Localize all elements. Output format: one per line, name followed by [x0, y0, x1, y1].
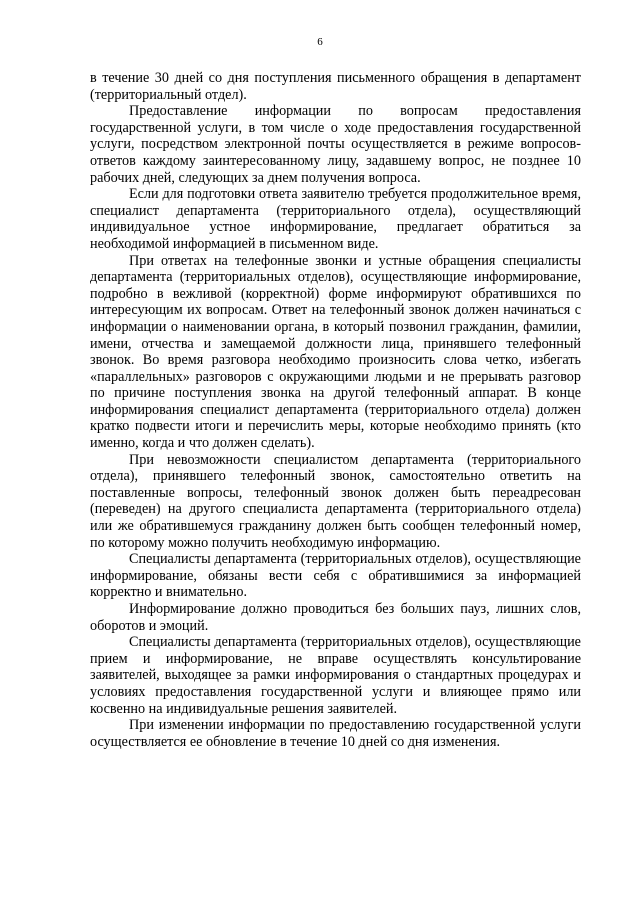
paragraph-call-redirect: При невозможности специалистом департамента (территориального отдела), принявшего телефонный звонок, самостоятельно ответить на поставленные вопросы, телефонный звонок должен быть переадресован (переведен) на другого специалиста департамента (территориального отдела) или же обратившемуся гражданину должен быть сообщен телефонный номер, по которому можно получить необходимую информацию.	[90, 451, 581, 551]
paragraph-no-pauses: Информирование должно проводиться без больших пауз, лишних слов, оборотов и эмоций.	[90, 601, 581, 634]
paragraph-written-request: Если для подготовки ответа заявителю требуется продолжительное время, специалист департамента (территориального отдела), осуществляющий индивидуальное устное информирование, предлагает обратиться за необходимой информацией в письменном виде.	[90, 186, 581, 252]
paragraph-consulting-limits: Специалисты департамента (территориальных отделов), осуществляющие прием и информирование, не вправе осуществлять консультирование заявителей, выходящее за рамки информирования о стандартных процедурах и условиях предоставления государственной услуги и влияющее прямо или косвенно на индивидуальные решения заявителей.	[90, 634, 581, 717]
paragraph-email-inquiries: Предоставление информации по вопросам предоставления государственной услуги, в том числе о ходе предоставления государственной услуги, посредством электронной почты осуществляется в режиме вопросов-ответов каждому заинтересованному лицу, задавшему вопрос, не позднее 10 рабочих дней, следующих за днем получения вопроса.	[90, 103, 581, 186]
paragraph-continuation: в течение 30 дней со дня поступления письменного обращения в департамент (территориальный отдел).	[90, 70, 581, 103]
document-body	[90, 70, 581, 750]
paragraph-info-update: При изменении информации по предоставлению государственной услуги осуществляется ее обновление в течение 10 дней со дня изменения.	[90, 717, 581, 750]
paragraph-phone-answers: При ответах на телефонные звонки и устные обращения специалисты департамента (территориальных отделов), осуществляющие информирование, подробно в вежливой (корректной) форме информируют обратившихся по интересующим их вопросам. Ответ на телефонный звонок должен начинаться с информации о наименовании органа, в который позвонил гражданин, фамилии, имени, отчества и замещаемой должности лица, принявшего телефонный звонок. Во время разговора необходимо произносить слова четко, избегать «параллельных» разговоров с окружающими людьми и не прерывать разговор по причине поступления звонка на другой телефонный аппарат. В конце информирования специалист департамента (территориального отдела) должен кратко подвести итоги и перечислить меры, которые необходимо принять (кто именно, когда и что должен сделать).	[90, 252, 581, 452]
page-number: 6	[317, 36, 323, 48]
paragraph-conduct: Специалисты департамента (территориальных отделов), осуществляющие информирование, обязаны вести себя с обратившимися за информацией корректно и внимательно.	[90, 551, 581, 601]
